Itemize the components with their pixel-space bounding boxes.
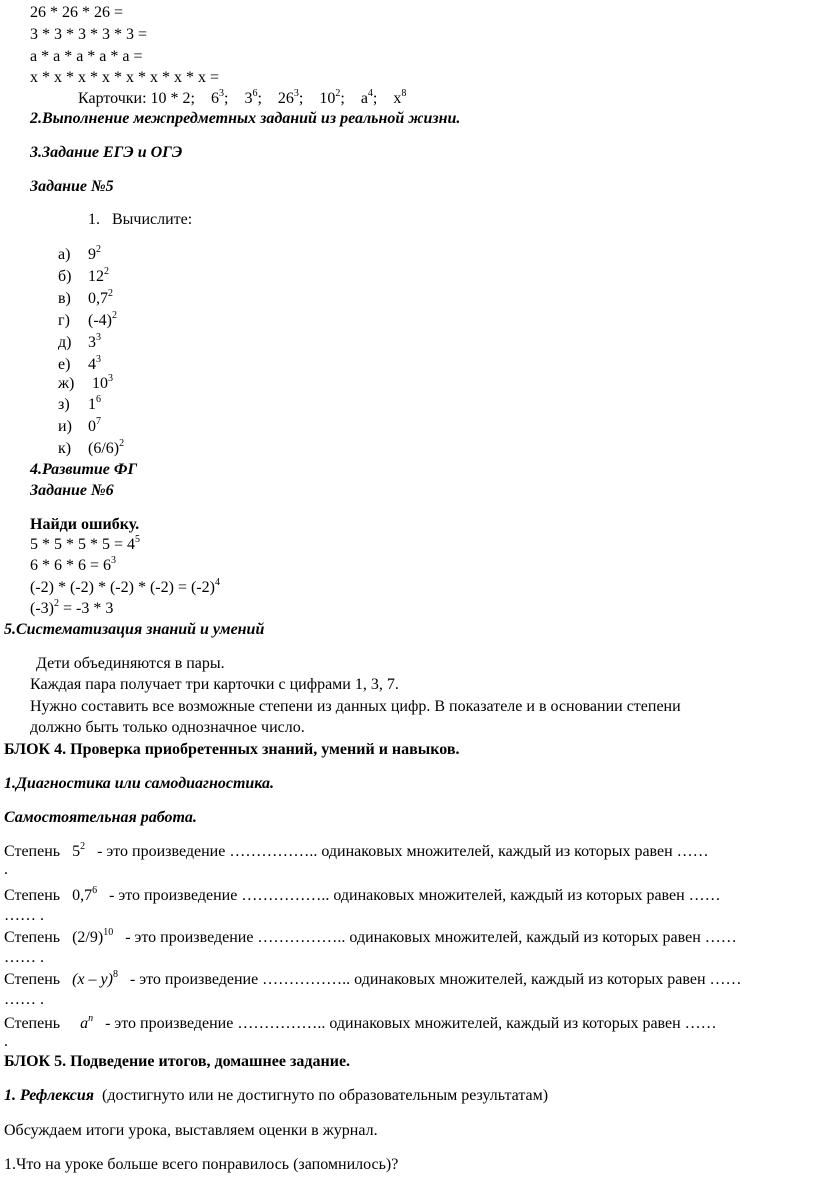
degree-tail: …… . [4, 991, 44, 1008]
card-item: $26^3$; [277, 88, 304, 107]
heading-systematization: 5.Систематизация знаний и умений [4, 621, 265, 638]
pairs-line: Каждая пара получает три карточки с цифрами 1, 3, 7. [30, 676, 399, 693]
card-item: $a^4$; [360, 88, 378, 107]
error-line: $6 * 6 * 6 = 6^3$ [30, 555, 117, 574]
heading-fg: 4.Развитие ФГ [30, 461, 138, 478]
error-line: $(-3)^2 = -3 * 3$ [30, 598, 114, 617]
calc-item: з) $1^6$ [58, 394, 101, 413]
error-line: $5 * 5 * 5 * 5 = 4^5$ [30, 534, 141, 553]
degree-row: Степень $(2/9)^{10}$ - это произведение …………….. одинаковых множителей, каждый из которых равен …… [4, 927, 737, 946]
intro-line: a * a * a * a * a = [30, 48, 143, 65]
card-item: $10^2$; [319, 88, 345, 107]
cards-line [78, 89, 406, 111]
reflection-line: 1. Рефлексия (достигнуто или не достигнуто по образовательным результатам) [4, 1087, 549, 1104]
cards-label: Карточки: [78, 90, 147, 107]
degree-tail: …… . [4, 907, 44, 924]
calc-item: а) $9^2$ [58, 244, 101, 263]
calc-item: в) $0,7^2$ [58, 288, 113, 307]
pairs-line: должно быть только однозначное число. [30, 719, 305, 736]
intro-line: 3 * 3 * 3 * 3 * 3 = [30, 26, 148, 43]
degree-row: Степень $5^2$ - это произведение …………….. одинаковых множителей, каждый из которых равен …… [4, 841, 709, 860]
degree-tail: . [4, 861, 8, 878]
calc-item: ж) $10^3$ [58, 373, 113, 392]
reflection-question: 1.Что на уроке больше всего понравилось (запомнилось)? [4, 1156, 399, 1173]
degree-tail: . [4, 1033, 8, 1050]
heading-interdisciplinary: 2.Выполнение межпредметных заданий из реальной жизни. [30, 110, 461, 127]
degree-row: Степень $0,7^6$ - это произведение …………….. одинаковых множителей, каждый из которых равен …… [4, 885, 721, 904]
heading-task6: Задание №6 [30, 482, 114, 499]
card-item: $x^8$ [393, 88, 407, 107]
card-item: $3^6$; [244, 88, 262, 107]
heading-block5: БЛОК 5. Подведение итогов, домашнее задание. [4, 1053, 351, 1070]
calc-item: б) $12^2$ [58, 266, 109, 285]
heading-task5: Задание №5 [30, 178, 114, 195]
calc-item: д) $3^3$ [58, 332, 101, 351]
heading-diagnostics: 1.Диагностика или самодиагностика. [4, 775, 274, 792]
degree-row: Степень $a^n$ - это произведение …………….. одинаковых множителей, каждый из которых равен …… [4, 1013, 717, 1032]
pairs-line: Нужно составить все возможные степени из данных цифр. В показателе и в основании степени [30, 698, 681, 715]
calc-item: г) $(-4)^2$ [58, 310, 117, 329]
degree-tail: …… . [4, 949, 44, 966]
degree-row: Степень (x – y)$^8$ - это произведение …………….. одинаковых множителей, каждый из которых равен …… [4, 969, 742, 988]
error-line: $(-2) * (-2) * (-2) * (-2) = (-2)^4$ [30, 577, 220, 596]
heading-block4: БЛОК 4. Проверка приобретенных знаний, умений и навыков. [4, 741, 460, 758]
calc-item: к) $(6/6)^2$ [58, 438, 125, 457]
pairs-line: Дети объединяются в пары. [36, 655, 225, 672]
intro-line: x * x * x * x * x * x * x * x = [30, 69, 220, 86]
heading-exam: 3.Задание ЕГЭ и ОГЭ [30, 144, 183, 161]
intro-line: 26 * 26 * 26 = [30, 4, 124, 21]
calc-item: е) $4^3$ [58, 354, 101, 373]
calc-item: и) $0^7$ [58, 416, 101, 435]
card-item: 10 * 2; [150, 90, 195, 107]
card-item: $6^3$; [211, 88, 229, 107]
reflection-discuss: Обсуждаем итоги урока, выставляем оценки в журнал. [4, 1122, 378, 1139]
heading-selfwork: Самостоятельная работа. [4, 809, 197, 826]
find-error-title: Найди ошибку. [30, 516, 140, 533]
calc-title: 1. Вычислите: [88, 211, 193, 228]
